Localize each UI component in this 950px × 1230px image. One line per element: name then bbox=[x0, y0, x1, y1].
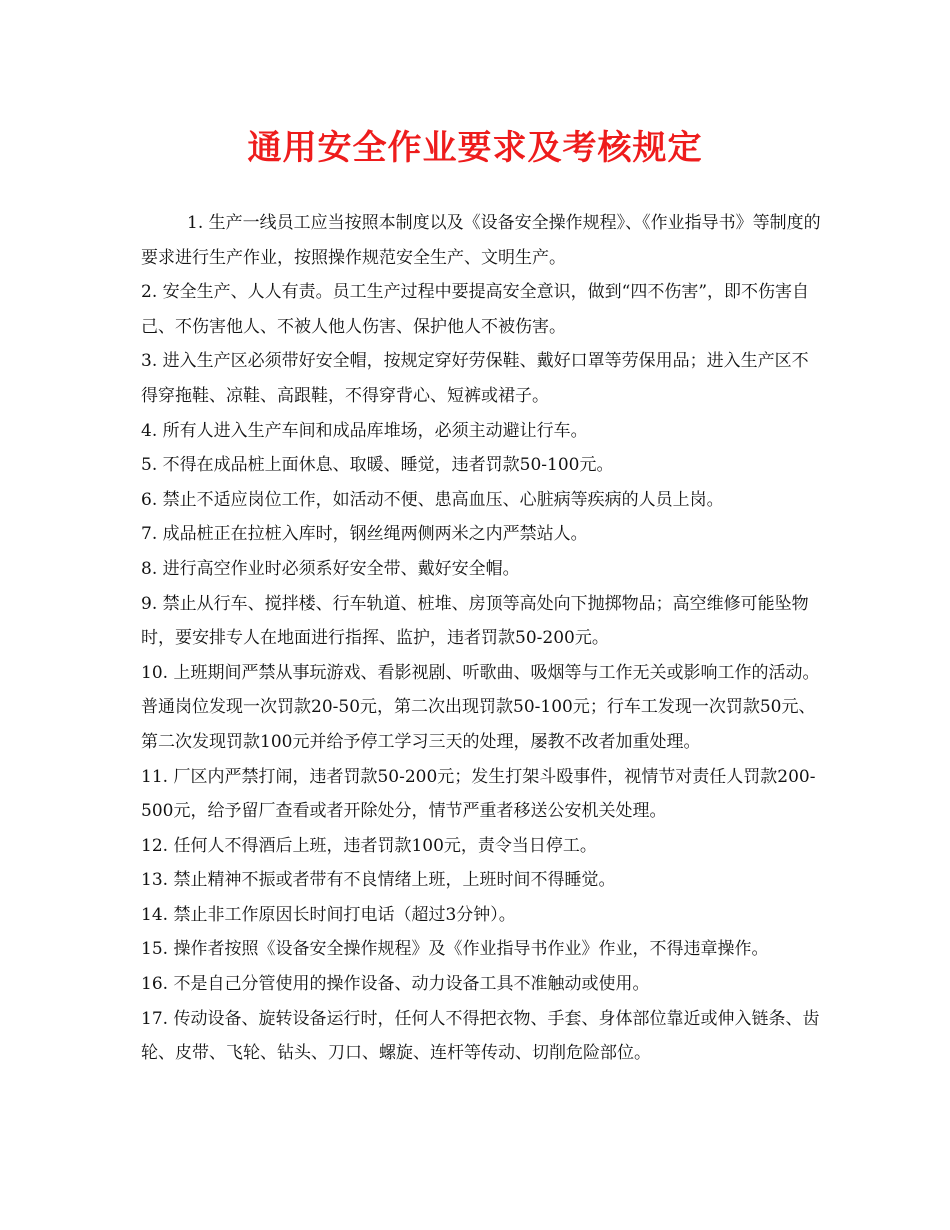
rule-item-10: 10. 上班期间严禁从事玩游戏、看影视剧、听歌曲、吸烟等与工作无关或影响工作的活动。普通岗位发现一次罚款20-50元，第二次出现罚款50-100元；行车工发现一次罚款50元、第二次发现罚款100元并给予停工学习三天的处理，屡教不改者加重处理。 bbox=[141, 662, 820, 752]
rule-item-1: 1. 生产一线员工应当按照本制度以及《设备安全操作规程》、《作业指导书》等制度的要求进行生产作业，按照操作规范安全生产、文明生产。 bbox=[141, 213, 821, 268]
rule-item-9: 9. 禁止从行车、搅拌楼、行车轨道、桩堆、房顶等高处向下抛掷物品；高空维修可能坠物时，要安排专人在地面进行指挥、监护，违者罚款50-200元。 bbox=[141, 593, 809, 649]
rule-item-4: 4. 所有人进入生产车间和成品库堆场，必须主动避让行车。 bbox=[141, 420, 588, 441]
rule-item-5: 5. 不得在成品桩上面休息、取暖、睡觉，违者罚款50-100元。 bbox=[141, 455, 614, 476]
rule-item-16: 16. 不是自己分管使用的操作设备、动力设备工具不准触动或使用。 bbox=[141, 974, 650, 995]
document-body bbox=[141, 206, 821, 1071]
rule-item-8: 8. 进行高空作业时必须系好安全带、戴好安全帽。 bbox=[141, 558, 520, 579]
rule-item-2: 2. 安全生产、人人有责。员工生产过程中要提高安全意识，做到“四不伤害”，即不伤害自己、不伤害他人、不被人他人伤害、保护他人不被伤害。 bbox=[141, 282, 810, 337]
document-title: 通用安全作业要求及考核规定 bbox=[247, 128, 703, 168]
rule-item-17: 17. 传动设备、旋转设备运行时，任何人不得把衣物、手套、身体部位靠近或伸入链条、齿轮、皮带、飞轮、钻头、刀口、螺旋、连杆等传动、切削危险部位。 bbox=[141, 1008, 820, 1064]
rule-item-7: 7. 成品桩正在拉桩入库时，钢丝绳两侧两米之内严禁站人。 bbox=[141, 524, 588, 545]
rule-item-15: 15. 操作者按照《设备安全操作规程》及《作业指导书作业》作业，不得违章操作。 bbox=[141, 939, 769, 960]
rule-item-3: 3. 进入生产区必须带好安全帽，按规定穿好劳保鞋、戴好口罩等劳保用品；进入生产区不得穿拖鞋、凉鞋、高跟鞋，不得穿背心、短裤或裙子。 bbox=[141, 351, 809, 406]
rule-item-11: 11. 厂区内严禁打闹，违者罚款50-200元；发生打架斗殴事件，视情节对责任人罚款200-500元，给予留厂查看或者开除处分，情节严重者移送公安机关处理。 bbox=[141, 766, 816, 822]
rule-item-6: 6. 禁止不适应岗位工作，如活动不便、患高血压、心脏病等疾病的人员上岗。 bbox=[141, 489, 724, 510]
rule-item-12: 12. 任何人不得酒后上班，违者罚款100元，责令当日停工。 bbox=[141, 835, 597, 856]
rule-item-14: 14. 禁止非工作原因长时间打电话（超过3分钟）。 bbox=[141, 904, 516, 925]
rule-item-13: 13. 禁止精神不振或者带有不良情绪上班，上班时间不得睡觉。 bbox=[141, 870, 616, 891]
